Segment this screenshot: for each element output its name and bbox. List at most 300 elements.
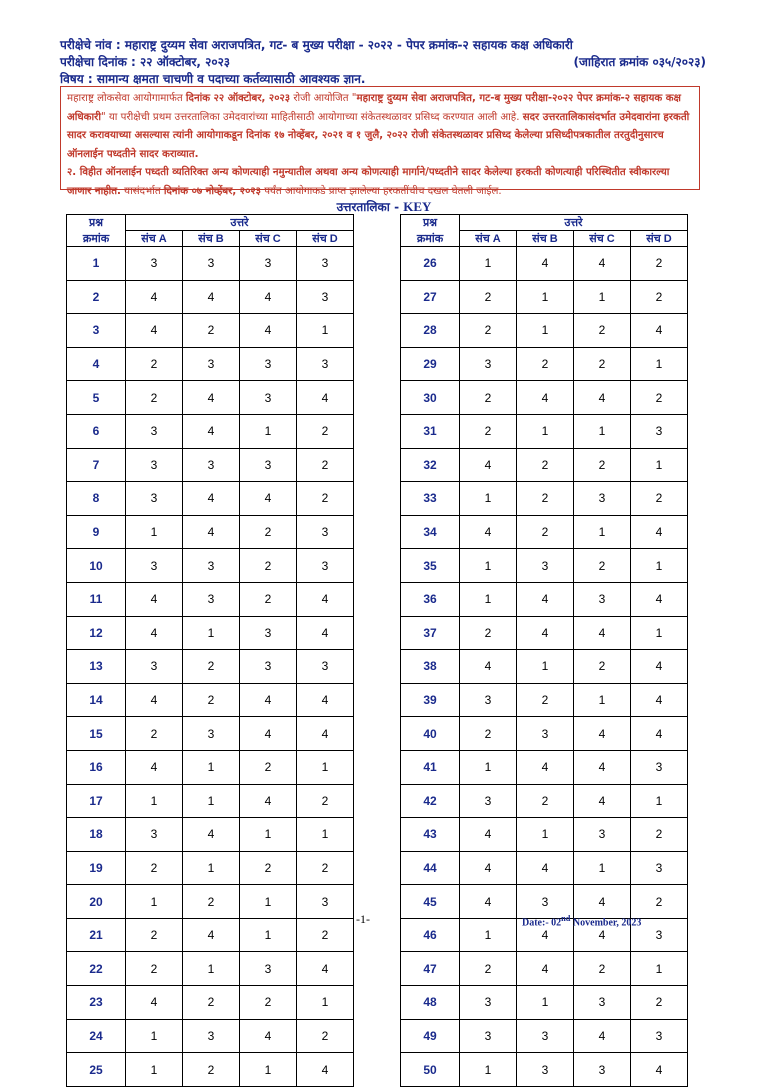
notice-text: " या परीक्षेची प्रथम उत्तरतालिका उमेदवारांच्या माहितीसाठी आयोगाच्या संकेतस्थळावर प्रसिध्द करण्यात आली आहे. — [100, 111, 523, 123]
answer-set-b: 3 — [517, 717, 574, 751]
answer-set-b: 3 — [183, 717, 240, 751]
answer-set-a: 1 — [460, 1053, 517, 1087]
set-c-header: संच C — [240, 231, 297, 247]
answer-set-a: 3 — [460, 347, 517, 381]
answer-set-d: 3 — [631, 414, 688, 448]
answer-set-d: 3 — [631, 851, 688, 885]
answer-set-d: 1 — [631, 784, 688, 818]
answer-set-a: 1 — [460, 247, 517, 281]
answer-row — [67, 683, 354, 717]
answer-set-d: 3 — [631, 918, 688, 952]
answer-set-a: 4 — [460, 885, 517, 919]
question-number: 16 — [67, 750, 126, 784]
answer-row — [401, 247, 688, 281]
answer-set-c: 2 — [240, 986, 297, 1020]
subject: विषय : सामान्य क्षमता चाचणी व पदाच्या कर्तव्यासाठी आवश्यक ज्ञान. — [60, 72, 366, 86]
answer-rows-left — [67, 247, 354, 1087]
answer-set-a: 4 — [460, 650, 517, 684]
answer-row — [401, 616, 688, 650]
answer-set-c: 1 — [574, 280, 631, 314]
notice-text: महाराष्ट्र लोकसेवा आयोगामार्फत — [67, 93, 186, 104]
question-number: 10 — [67, 549, 126, 583]
question-number: 47 — [401, 952, 460, 986]
notice-text: पर्यंत आयोगाकडे प्राप्त झालेल्या हरकतींचीच दखल घेतली जाईल. — [260, 185, 502, 197]
answer-set-b: 3 — [183, 448, 240, 482]
answer-set-a: 3 — [460, 784, 517, 818]
answer-row — [401, 549, 688, 583]
answer-set-a: 3 — [126, 247, 183, 281]
answer-set-c: 3 — [240, 952, 297, 986]
answer-set-b: 1 — [183, 616, 240, 650]
notice-box — [60, 86, 700, 197]
answer-row — [67, 851, 354, 885]
answer-set-c: 1 — [574, 683, 631, 717]
set-b-header: संच B — [183, 231, 240, 247]
answer-set-a: 2 — [126, 381, 183, 415]
answer-set-a: 2 — [460, 616, 517, 650]
question-number: 26 — [401, 247, 460, 281]
answer-set-d: 2 — [631, 482, 688, 516]
answer-set-c: 4 — [240, 314, 297, 348]
answer-set-c: 4 — [240, 482, 297, 516]
notice-paragraph-1 — [67, 90, 693, 164]
answer-set-a: 2 — [460, 414, 517, 448]
answer-row — [401, 381, 688, 415]
answer-set-d: 4 — [297, 582, 354, 616]
answer-set-b: 4 — [183, 280, 240, 314]
answer-set-a: 2 — [460, 952, 517, 986]
answer-row — [67, 918, 354, 952]
answer-set-c: 1 — [574, 851, 631, 885]
answer-set-a: 4 — [460, 515, 517, 549]
answer-row — [401, 582, 688, 616]
answer-set-c: 1 — [574, 515, 631, 549]
answer-set-a: 1 — [460, 918, 517, 952]
answer-set-c: 3 — [574, 1053, 631, 1087]
answer-set-b: 1 — [517, 314, 574, 348]
answer-set-d: 2 — [297, 414, 354, 448]
answer-row — [401, 347, 688, 381]
answer-set-d: 2 — [631, 280, 688, 314]
answer-set-c: 2 — [574, 448, 631, 482]
answer-set-b: 2 — [183, 986, 240, 1020]
answer-set-c: 4 — [240, 717, 297, 751]
answer-set-d: 3 — [297, 515, 354, 549]
answer-set-a: 1 — [460, 482, 517, 516]
question-number: 43 — [401, 818, 460, 852]
date-text: November, 2023 — [570, 917, 642, 929]
answer-set-c: 3 — [240, 616, 297, 650]
answer-set-c: 1 — [240, 414, 297, 448]
question-number: 29 — [401, 347, 460, 381]
answer-set-a: 1 — [460, 582, 517, 616]
answer-set-d: 2 — [631, 818, 688, 852]
advertisement-number: (जाहिरात क्रमांक ०३५/२०२३) — [573, 55, 706, 69]
answer-set-b: 4 — [517, 918, 574, 952]
answer-set-b: 4 — [183, 918, 240, 952]
answer-set-a: 2 — [126, 851, 183, 885]
answer-set-c: 1 — [240, 818, 297, 852]
answer-set-a: 2 — [126, 347, 183, 381]
answer-set-b: 4 — [183, 515, 240, 549]
answer-set-c: 3 — [574, 582, 631, 616]
answer-row — [401, 482, 688, 516]
answer-set-b: 4 — [517, 582, 574, 616]
answer-set-d: 3 — [297, 247, 354, 281]
answer-row — [401, 986, 688, 1020]
answer-set-c: 3 — [240, 347, 297, 381]
answer-set-d: 4 — [631, 515, 688, 549]
answer-set-b: 3 — [517, 1053, 574, 1087]
answer-set-b: 1 — [183, 750, 240, 784]
question-number: 45 — [401, 885, 460, 919]
answer-row — [401, 683, 688, 717]
answer-set-d: 3 — [297, 347, 354, 381]
answer-set-d: 4 — [297, 381, 354, 415]
answer-set-b: 4 — [183, 414, 240, 448]
answer-set-a: 2 — [126, 952, 183, 986]
answer-set-a: 4 — [460, 851, 517, 885]
answer-row — [67, 952, 354, 986]
answer-set-a: 1 — [460, 750, 517, 784]
answer-set-a: 3 — [126, 448, 183, 482]
answer-set-b: 3 — [517, 549, 574, 583]
answer-row — [401, 717, 688, 751]
question-number: 44 — [401, 851, 460, 885]
answer-set-a: 3 — [126, 818, 183, 852]
question-number: 48 — [401, 986, 460, 1020]
question-number: 3 — [67, 314, 126, 348]
question-number: 20 — [67, 885, 126, 919]
answer-set-d: 4 — [297, 717, 354, 751]
answer-set-a: 2 — [460, 717, 517, 751]
answer-row — [401, 280, 688, 314]
answer-set-c: 2 — [574, 952, 631, 986]
answer-set-a: 1 — [126, 784, 183, 818]
answer-set-c: 3 — [240, 448, 297, 482]
question-number: 18 — [67, 818, 126, 852]
answer-set-d: 2 — [297, 851, 354, 885]
question-number: 4 — [67, 347, 126, 381]
answer-set-d: 4 — [631, 683, 688, 717]
answer-set-c: 2 — [574, 650, 631, 684]
answer-set-b: 2 — [183, 885, 240, 919]
answer-set-d: 2 — [297, 918, 354, 952]
notice-text: यासंदर्भात — [120, 185, 164, 197]
set-c-header: संच C — [574, 231, 631, 247]
question-number: 38 — [401, 650, 460, 684]
answer-set-c: 2 — [240, 750, 297, 784]
key-date — [522, 914, 641, 928]
answer-set-d: 1 — [297, 750, 354, 784]
question-number: 8 — [67, 482, 126, 516]
answer-row — [67, 448, 354, 482]
exam-date-line — [60, 53, 706, 70]
answer-set-a: 3 — [460, 986, 517, 1020]
question-number: 41 — [401, 750, 460, 784]
answer-row — [67, 717, 354, 751]
question-number: 30 — [401, 381, 460, 415]
answer-row — [401, 818, 688, 852]
answer-set-d: 3 — [297, 549, 354, 583]
answer-set-c: 3 — [240, 247, 297, 281]
answer-set-d: 4 — [631, 717, 688, 751]
answer-set-c: 4 — [240, 683, 297, 717]
answer-row — [67, 381, 354, 415]
answer-set-b: 2 — [183, 683, 240, 717]
answer-set-b: 1 — [183, 784, 240, 818]
answer-set-d: 4 — [297, 683, 354, 717]
answer-set-a: 3 — [460, 1019, 517, 1053]
question-number: 5 — [67, 381, 126, 415]
answer-set-d: 1 — [631, 952, 688, 986]
answer-row — [401, 448, 688, 482]
answers-header: उत्तरे — [126, 215, 354, 231]
answer-set-b: 4 — [517, 381, 574, 415]
question-number: 35 — [401, 549, 460, 583]
answer-set-a: 1 — [460, 549, 517, 583]
answer-row — [401, 1053, 688, 1087]
answer-set-d: 3 — [631, 1019, 688, 1053]
question-number: 28 — [401, 314, 460, 348]
question-number: 17 — [67, 784, 126, 818]
answer-set-a: 4 — [126, 582, 183, 616]
answer-set-b: 2 — [183, 650, 240, 684]
page-number: -1- — [356, 912, 370, 926]
notice-objection-rule: सदर उत्तरतालिकासंदर्भात उमेदवारांना हरकती सादर करावयाच्या असल्यास त्यांनी आयोगाकडून दिनांक १७ नोव्हेंबर, २०२१ व १ जुलै, २०२२ रोजी संकेतस्थळावर प्रसिध्द केलेल्या प्रसिध्दीपत्रकातील तरतुदीनुसारच ऑनलाईन पध्दतीने सादर कराव्यात. — [67, 111, 690, 160]
answer-set-d: 4 — [297, 616, 354, 650]
answer-set-a: 4 — [126, 683, 183, 717]
answer-row — [401, 650, 688, 684]
question-number: 34 — [401, 515, 460, 549]
answer-set-a: 3 — [460, 683, 517, 717]
question-number: 33 — [401, 482, 460, 516]
question-number: 15 — [67, 717, 126, 751]
answer-set-d: 1 — [297, 818, 354, 852]
answer-set-a: 4 — [460, 448, 517, 482]
answer-set-b: 4 — [183, 482, 240, 516]
answer-set-d: 2 — [297, 482, 354, 516]
set-b-header: संच B — [517, 231, 574, 247]
answer-set-c: 4 — [574, 1019, 631, 1053]
question-number: 22 — [67, 952, 126, 986]
answer-set-a: 2 — [460, 280, 517, 314]
answer-set-b: 4 — [183, 818, 240, 852]
answer-set-b: 3 — [183, 1019, 240, 1053]
answer-set-a: 1 — [126, 1053, 183, 1087]
notice-online-only: विहीत ऑनलाईन पध्दती व्यतिरिक्त अन्य कोणत्याही नमुन्यातील अथवा अन्य कोणत्याही मार्गाने/पध्दतीने सादर केलेल्या हरकती कोणत्याही परिस्थितीत स्वीकारल्या जाणार नाहीत. — [67, 167, 670, 197]
answer-set-a: 1 — [126, 515, 183, 549]
question-number: 13 — [67, 650, 126, 684]
answer-set-c: 2 — [574, 347, 631, 381]
answer-set-d: 2 — [297, 1019, 354, 1053]
answers-header: उत्तरे — [460, 215, 688, 231]
answer-set-c: 1 — [240, 918, 297, 952]
answer-set-d: 2 — [297, 784, 354, 818]
notice-paragraph-2 — [67, 164, 693, 201]
question-number: 36 — [401, 582, 460, 616]
answer-set-b: 2 — [183, 314, 240, 348]
answer-set-a: 2 — [126, 918, 183, 952]
answer-set-b: 3 — [183, 247, 240, 281]
answer-row — [401, 515, 688, 549]
answer-set-b: 1 — [517, 280, 574, 314]
answer-set-b: 1 — [183, 952, 240, 986]
answer-set-b: 1 — [183, 851, 240, 885]
question-number: 50 — [401, 1053, 460, 1087]
answer-row — [67, 616, 354, 650]
answer-set-c: 2 — [574, 314, 631, 348]
answer-set-d: 4 — [631, 314, 688, 348]
answer-set-b: 4 — [517, 616, 574, 650]
answer-row — [401, 750, 688, 784]
answer-set-a: 4 — [126, 750, 183, 784]
set-a-header: संच A — [460, 231, 517, 247]
answer-set-d: 1 — [297, 314, 354, 348]
notice-exam-title: महाराष्ट्र दुय्यम सेवा अराजपत्रित, गट-ब मुख्य परीक्षा-२०२२ पेपर क्रमांक-२ सहायक कक्ष अधिकारी — [67, 93, 681, 123]
question-number: 24 — [67, 1019, 126, 1053]
answer-set-c: 1 — [574, 414, 631, 448]
question-number: 40 — [401, 717, 460, 751]
answer-set-b: 2 — [517, 482, 574, 516]
answer-set-c: 3 — [240, 381, 297, 415]
set-d-header: संच D — [297, 231, 354, 247]
answer-set-a: 4 — [126, 616, 183, 650]
answer-set-a: 1 — [126, 885, 183, 919]
set-a-header: संच A — [126, 231, 183, 247]
question-number: 46 — [401, 918, 460, 952]
answer-row — [67, 247, 354, 281]
answer-set-c: 4 — [574, 918, 631, 952]
set-d-header: संच D — [631, 231, 688, 247]
answer-set-d: 1 — [631, 549, 688, 583]
question-number: 39 — [401, 683, 460, 717]
answer-row — [67, 515, 354, 549]
answer-set-b: 3 — [183, 549, 240, 583]
question-number: 49 — [401, 1019, 460, 1053]
answer-set-b: 3 — [517, 1019, 574, 1053]
question-number: 21 — [67, 918, 126, 952]
answer-set-d: 2 — [297, 448, 354, 482]
answer-row — [67, 280, 354, 314]
answer-row — [67, 750, 354, 784]
question-number-header: क्रमांक — [401, 231, 460, 247]
notice-deadline: दिनांक ०७ नोव्हेंबर, २०२३ — [163, 185, 261, 197]
answer-set-c: 4 — [574, 750, 631, 784]
answer-set-c: 4 — [574, 381, 631, 415]
answer-set-c: 4 — [574, 784, 631, 818]
question-header: प्रश्न — [401, 215, 460, 231]
answer-set-c: 1 — [240, 1053, 297, 1087]
answer-set-b: 3 — [183, 347, 240, 381]
question-number: 23 — [67, 986, 126, 1020]
answer-set-b: 3 — [183, 582, 240, 616]
answer-set-d: 3 — [297, 280, 354, 314]
answer-set-a: 4 — [126, 314, 183, 348]
answer-row — [401, 314, 688, 348]
answer-set-c: 2 — [574, 549, 631, 583]
answer-set-d: 2 — [631, 986, 688, 1020]
answer-rows-right — [401, 247, 688, 1087]
question-number: 37 — [401, 616, 460, 650]
answer-set-a: 3 — [126, 414, 183, 448]
notice-date: दिनांक २२ ऑक्टोबर, २०२३ — [185, 93, 291, 104]
answer-row — [67, 414, 354, 448]
answer-row — [401, 851, 688, 885]
answer-set-c: 4 — [240, 1019, 297, 1053]
date-suffix: nd — [561, 914, 571, 923]
answer-set-b: 3 — [517, 885, 574, 919]
answer-row — [67, 482, 354, 516]
answer-row — [401, 414, 688, 448]
answer-set-b: 4 — [183, 381, 240, 415]
answer-set-c: 2 — [240, 851, 297, 885]
answer-set-b: 4 — [517, 750, 574, 784]
answer-set-a: 4 — [126, 986, 183, 1020]
answer-set-b: 4 — [517, 952, 574, 986]
answer-set-a: 4 — [126, 280, 183, 314]
answer-set-c: 2 — [240, 549, 297, 583]
answer-key-title — [0, 198, 768, 215]
answer-set-c: 4 — [574, 717, 631, 751]
answer-row — [401, 952, 688, 986]
answer-set-b: 4 — [517, 247, 574, 281]
answer-row — [67, 314, 354, 348]
question-number: 32 — [401, 448, 460, 482]
answer-set-b: 1 — [517, 414, 574, 448]
notice-item-number: २. — [67, 167, 80, 179]
answer-set-d: 1 — [631, 448, 688, 482]
answer-set-d: 3 — [631, 750, 688, 784]
answer-set-d: 4 — [631, 1053, 688, 1087]
answer-row — [67, 986, 354, 1020]
question-number: 6 — [67, 414, 126, 448]
question-number: 14 — [67, 683, 126, 717]
answer-set-a: 2 — [126, 717, 183, 751]
answer-set-b: 1 — [517, 650, 574, 684]
question-number: 42 — [401, 784, 460, 818]
question-number-header: क्रमांक — [67, 231, 126, 247]
answer-row — [67, 650, 354, 684]
answer-set-c: 3 — [240, 650, 297, 684]
question-number: 31 — [401, 414, 460, 448]
answer-row — [67, 582, 354, 616]
exam-name: परीक्षेचे नांव : महाराष्ट्र दुय्यम सेवा अराजपत्रित, गट- ब मुख्य परीक्षा - २०२२ - पेपर क्रमांक-२ सहायक कक्ष अधिकारी — [60, 38, 573, 52]
answer-row — [67, 1019, 354, 1053]
answer-set-b: 2 — [517, 683, 574, 717]
answer-row — [67, 818, 354, 852]
answer-set-a: 1 — [126, 1019, 183, 1053]
answer-set-d: 4 — [631, 582, 688, 616]
answer-row — [67, 885, 354, 919]
answer-set-b: 4 — [517, 851, 574, 885]
answer-set-b: 2 — [517, 515, 574, 549]
answer-key-table-left — [66, 214, 354, 1087]
answer-set-c: 4 — [574, 616, 631, 650]
question-number: 7 — [67, 448, 126, 482]
answer-set-a: 3 — [126, 482, 183, 516]
answer-set-d: 4 — [631, 650, 688, 684]
date-text: Date:- 02 — [522, 917, 562, 929]
question-number: 19 — [67, 851, 126, 885]
answer-set-c: 4 — [574, 885, 631, 919]
answer-set-d: 1 — [631, 616, 688, 650]
answer-set-b: 2 — [517, 784, 574, 818]
answer-set-d: 3 — [297, 885, 354, 919]
notice-text: रोजी आयोजित " — [290, 93, 357, 104]
question-number: 12 — [67, 616, 126, 650]
answer-set-d: 3 — [297, 650, 354, 684]
